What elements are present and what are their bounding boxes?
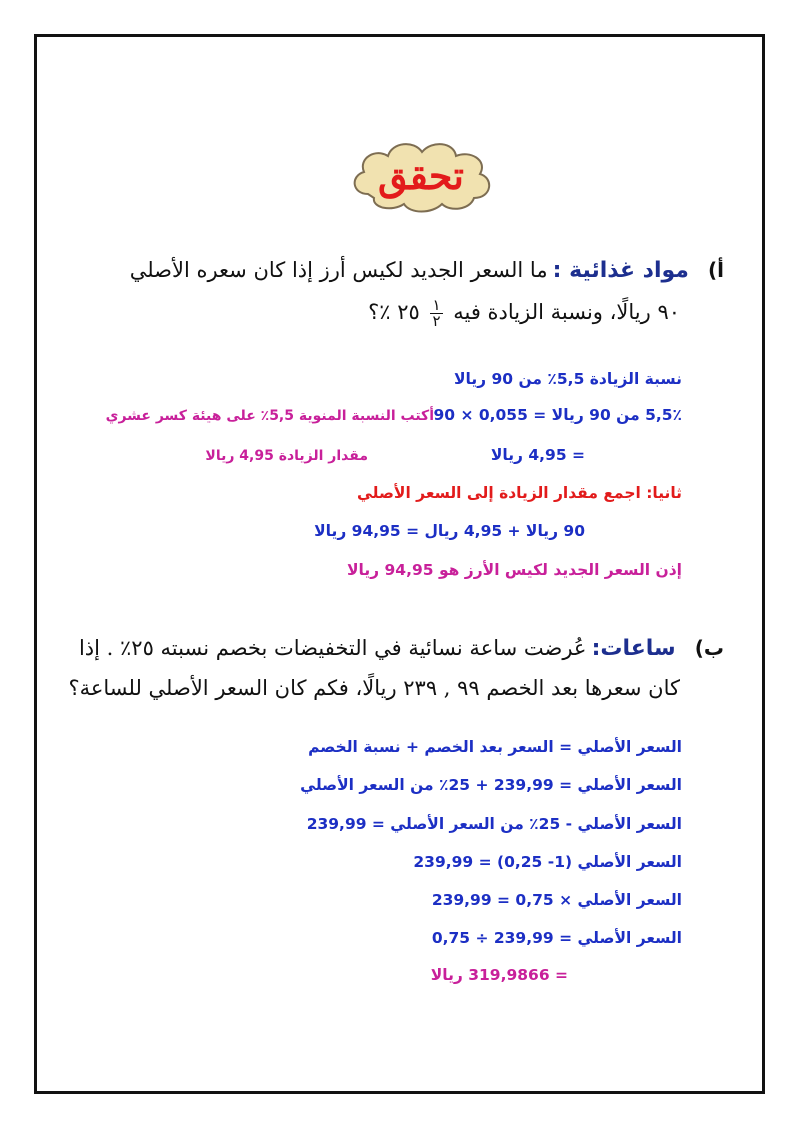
question-a-line2: [368, 298, 680, 329]
question-b-line2: كان سعرها بعد الخصم ٩٩ , ٢٣٩ ريالًا، فكم كان السعر الأصلي للساعة؟: [68, 676, 680, 700]
solution-a-line6: إذن السعر الجديد لكيس الأرز هو 94,95 ريالا: [347, 561, 682, 579]
fraction-half: [430, 298, 442, 329]
question-b-line1: [79, 636, 724, 661]
solution-b-line3: السعر الأصلي - 25٪ من السعر الأصلي = 239,99: [306, 815, 682, 833]
solution-b-line7: = 319,9866 ريالا: [430, 966, 568, 984]
solution-b-line4: السعر الأصلي (1- 0,25) = 239,99: [413, 853, 682, 871]
fraction-numerator: ١: [432, 296, 441, 314]
question-a-percent: ٢٥ ٪؟: [368, 300, 420, 324]
solution-a-line3: = 4,95 ريالا: [490, 446, 585, 464]
solution-b-line2: السعر الأصلي = 239,99 + 25٪ من السعر الأصلي: [300, 776, 682, 794]
solution-b-line5: السعر الأصلي × 0,75 = 239,99: [431, 891, 682, 909]
question-a-text: ما السعر الجديد لكيس أرز إذا كان سعره الأصلي: [129, 258, 548, 282]
solution-a-line5: 90 ريالا + 4,95 ريال = 94,95 ريالا: [314, 522, 585, 540]
question-a-number: أ): [708, 258, 724, 282]
question-b-label: ساعات:: [591, 636, 676, 661]
solution-b-line1: السعر الأصلي = السعر بعد الخصم + نسبة الخصم: [308, 738, 682, 756]
page-title: تحقق: [377, 153, 465, 198]
solution-a-line1: نسبة الزيادة 5,5٪ من 90 ريالا: [453, 370, 682, 388]
question-a-text-part: ٩٠ ريالًا، ونسبة الزيادة فيه: [453, 300, 680, 324]
question-a-line1: [130, 258, 724, 283]
solution-a-line4: ثانيا: اجمع مقدار الزيادة إلى السعر الأصلي: [356, 484, 682, 502]
solution-b-line6: السعر الأصلي = 239,99 ÷ 0,75: [431, 929, 682, 947]
question-b-text: عُرضت ساعة نسائية في التخفيضات بخصم نسبته ٢٥٪ . إذا: [78, 636, 587, 660]
fraction-denominator: ٢: [432, 312, 441, 330]
question-a-label: مواد غذائية :: [552, 258, 689, 283]
solution-a-line2: 5,5٪ من 90 ريالا = 0,055 × 90: [433, 406, 682, 424]
question-b-number: ب): [694, 636, 724, 660]
solution-a-note2: مقدار الزيادة 4,95 ريالا: [205, 448, 368, 464]
solution-a-note1: أكتب النسبة المنوية 5,5٪ على هيئة كسر عشري: [105, 408, 434, 424]
